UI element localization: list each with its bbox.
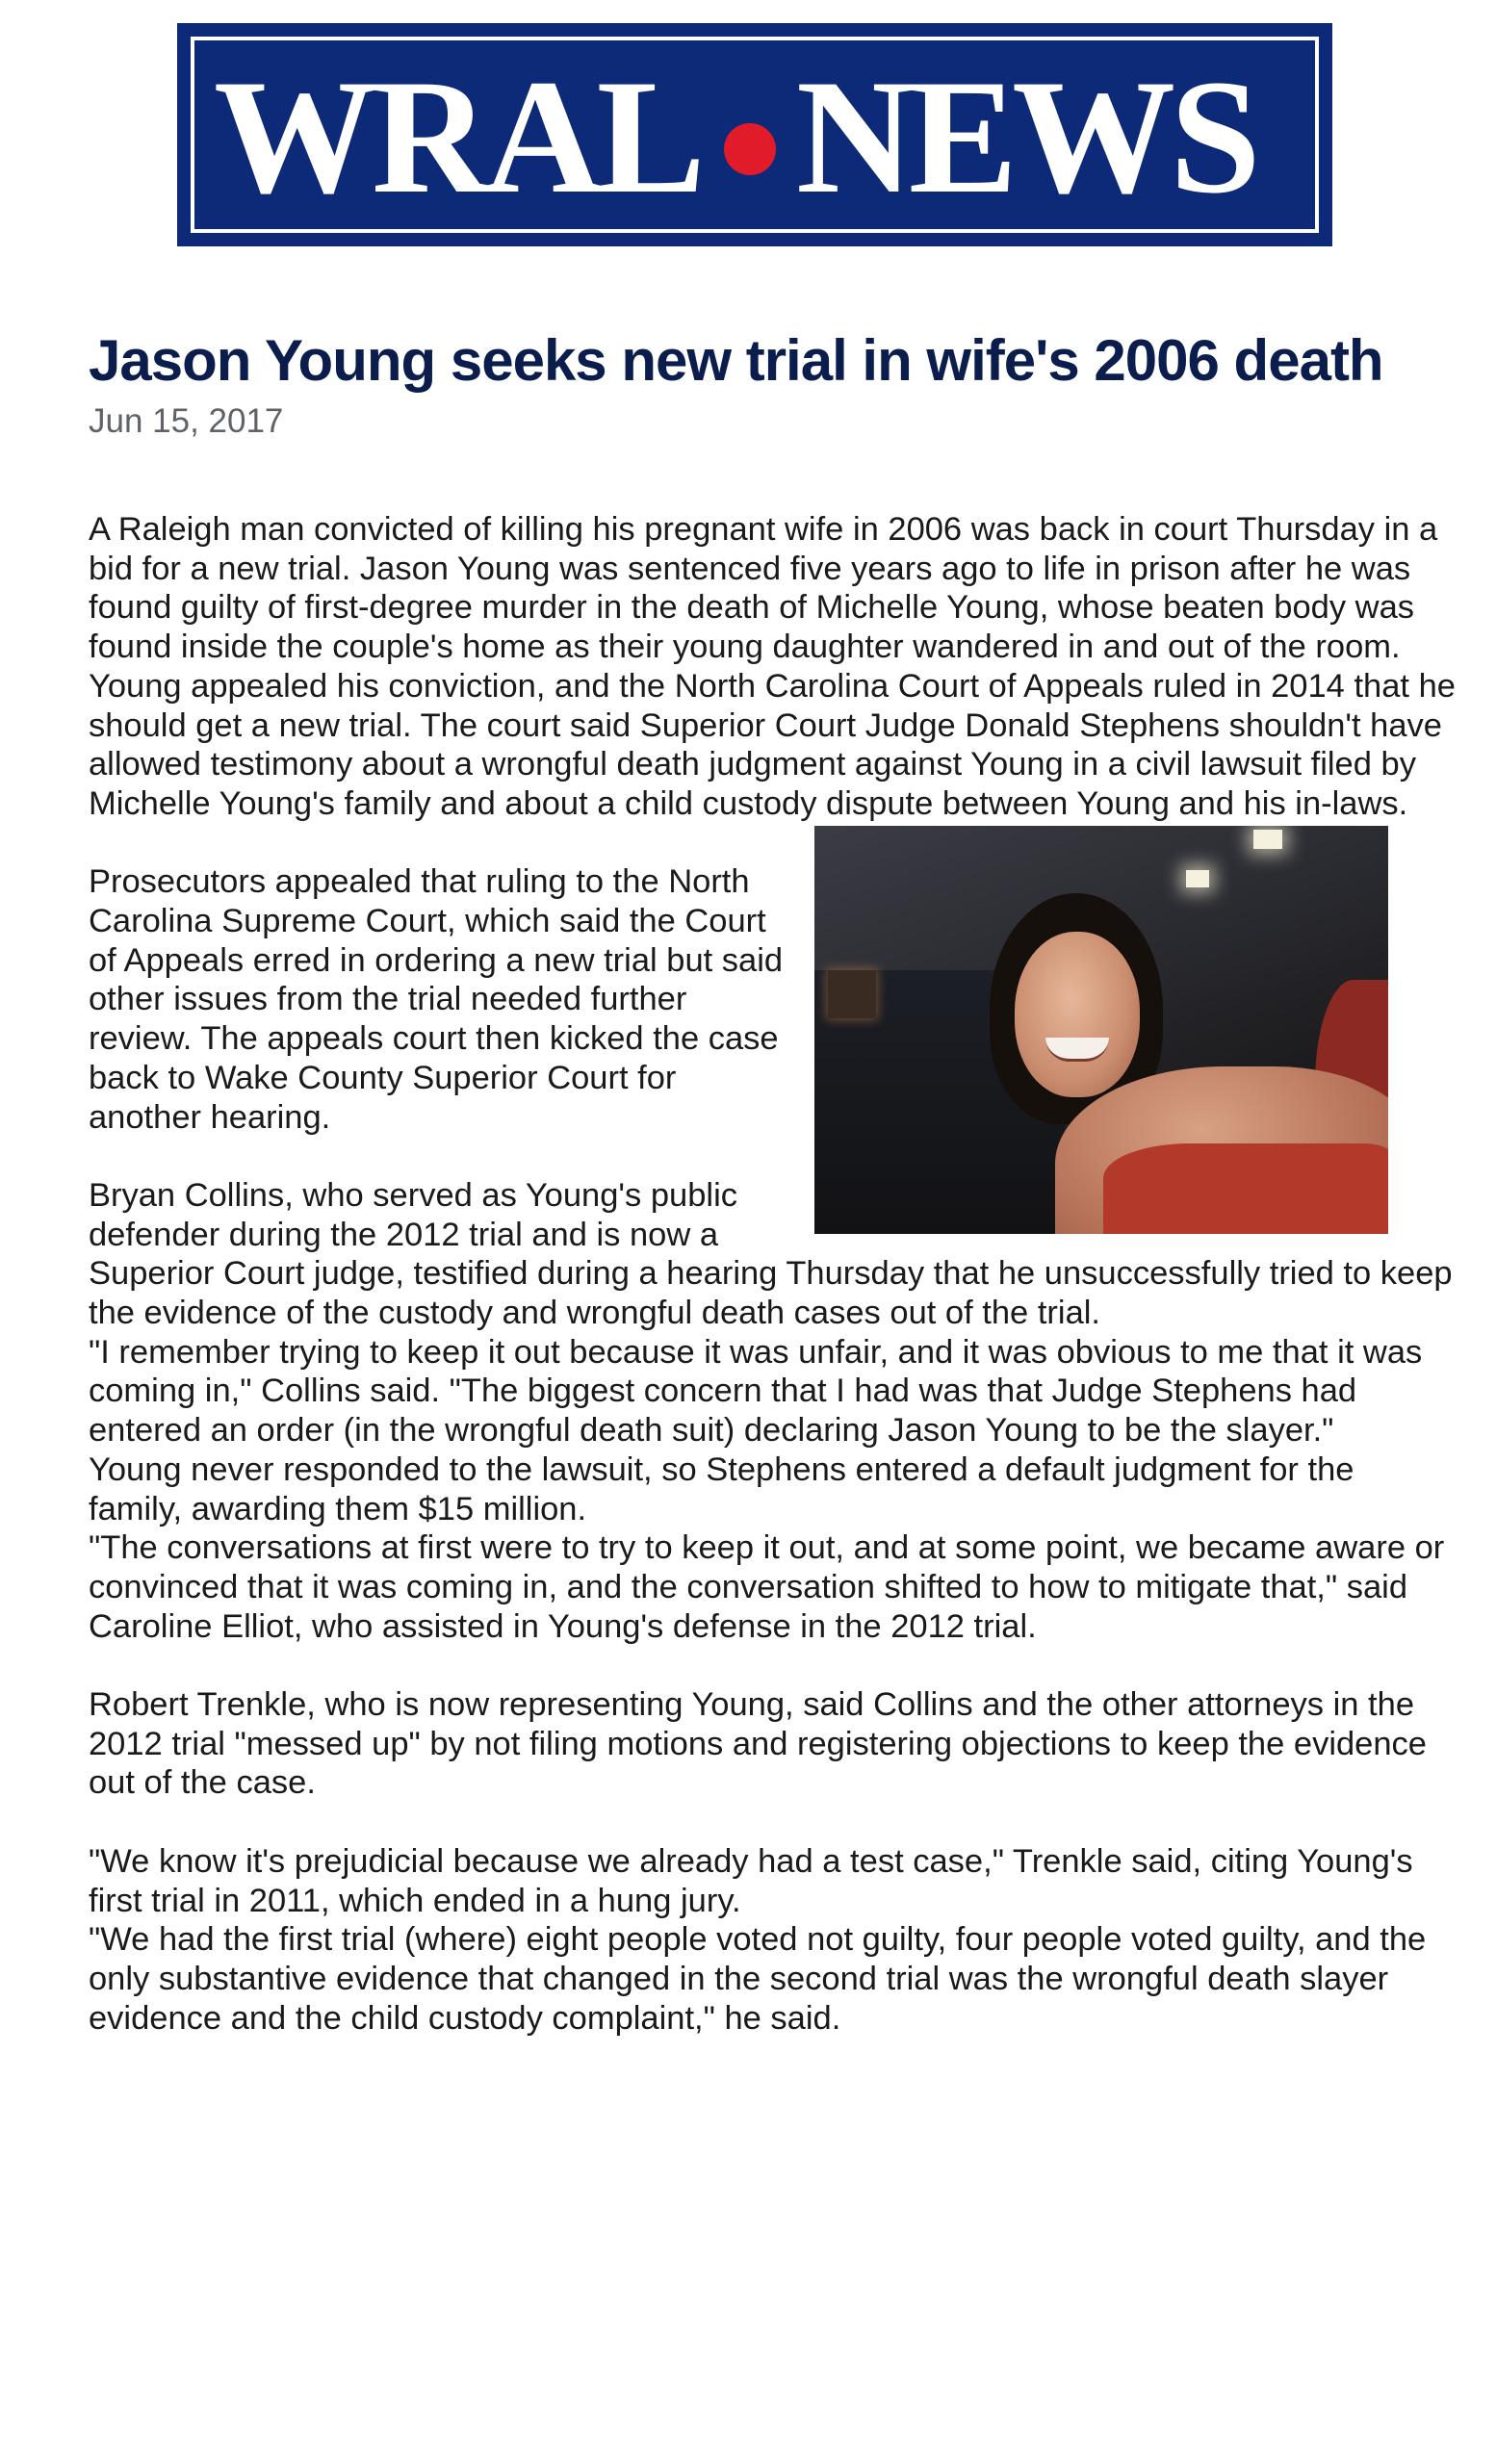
stadium-light-icon — [1186, 870, 1209, 887]
logo-red-dot-icon — [724, 123, 776, 175]
article-headline: Jason Young seeks new trial in wife's 2006 death — [89, 328, 1383, 393]
paragraph-10: "We had the first trial (where) eight people voted not guilty, four people voted guilty, and the only substantive evidence that changed in the second trial was the wrongful death slayer evidence and the child custody complaint," he said. — [89, 1921, 1427, 2037]
scoreboard-light — [828, 970, 876, 1018]
paragraph-1: A Raleigh man convicted of killing his pregnant wife in 2006 was back in court Thursday in a bid for a new trial. Jason Young was sentenced five years ago to life in prison after he was found guilty of first-degree murder in the death of Michelle Young, whose beaten body was found inside the couple's home as their young daughter wandered in and out of the room. — [89, 511, 1438, 666]
logo-news-text: NEWS — [796, 46, 1255, 227]
paragraph-gap — [89, 1646, 1456, 1685]
paragraph-2: Young appealed his conviction, and the North Carolina Court of Appeals ruled in 2014 that he should get a new trial. The court said Superior Court Judge Donald Stephens shouldn't have allowed testimony about a wrongful death judgment against Young in a civil lawsuit filed by Michelle Young's family and about a child custody dispute between Young and his in-laws. — [89, 667, 1456, 822]
paragraph-4: Bryan Collins, who served as Young's public defender during the 2012 trial and is now a Superior Court judge, testified during a hearing Thursday that he unsuccessfully tried to keep the evidence of the custody and wrongful death cases out of the trial. — [89, 1176, 1453, 1332]
paragraph-6: Young never responded to the lawsuit, so Stephens entered a default judgment for the family, awarding them $15 million. — [89, 1450, 1354, 1527]
paragraph-7: "The conversations at first were to try to keep it out, and at some point, we became aware or convinced that it was coming in, and the conversation shifted to how to mitigate that," said Caroline Elliot, who assisted in Young's defense in the 2012 trial. — [89, 1529, 1445, 1645]
article-body — [89, 510, 1456, 2038]
logo-wral-text: WRAL — [214, 46, 700, 227]
paragraph-8: Robert Trenkle, who is now representing Young, said Collins and the other attorneys in the 2012 trial "messed up" by not filing motions and registering objections to keep the evidence out of the case. — [89, 1686, 1427, 1802]
article-photo — [814, 826, 1388, 1234]
stadium-light-icon — [1253, 830, 1282, 849]
woman-dress — [1103, 1143, 1388, 1234]
paragraph-3: Prosecutors appealed that ruling to the North Carolina Supreme Court, which said the Court of Appeals erred in ordering a new trial but said other issues from the trial needed further review. The appeals court then kicked the case back to Wake County Superior Court for another hearing. — [89, 863, 784, 1136]
article-date: Jun 15, 2017 — [89, 402, 284, 440]
woman-face — [1015, 932, 1140, 1097]
paragraph-gap — [89, 1803, 1456, 1842]
logo-frame — [191, 37, 1319, 233]
paragraph-9: "We know it's prejudicial because we already had a test case," Trenkle said, citing Young's first trial in 2011, which ended in a hung jury. — [89, 1842, 1413, 1919]
wral-news-logo — [177, 23, 1332, 246]
paragraph-5: "I remember trying to keep it out because it was unfair, and it was obvious to me that it was coming in," Collins said. "The biggest concern that I had was that Judge Stephens had entered an order (in the wrongful death suit) declaring Jason Young to be the slayer." — [89, 1333, 1423, 1450]
